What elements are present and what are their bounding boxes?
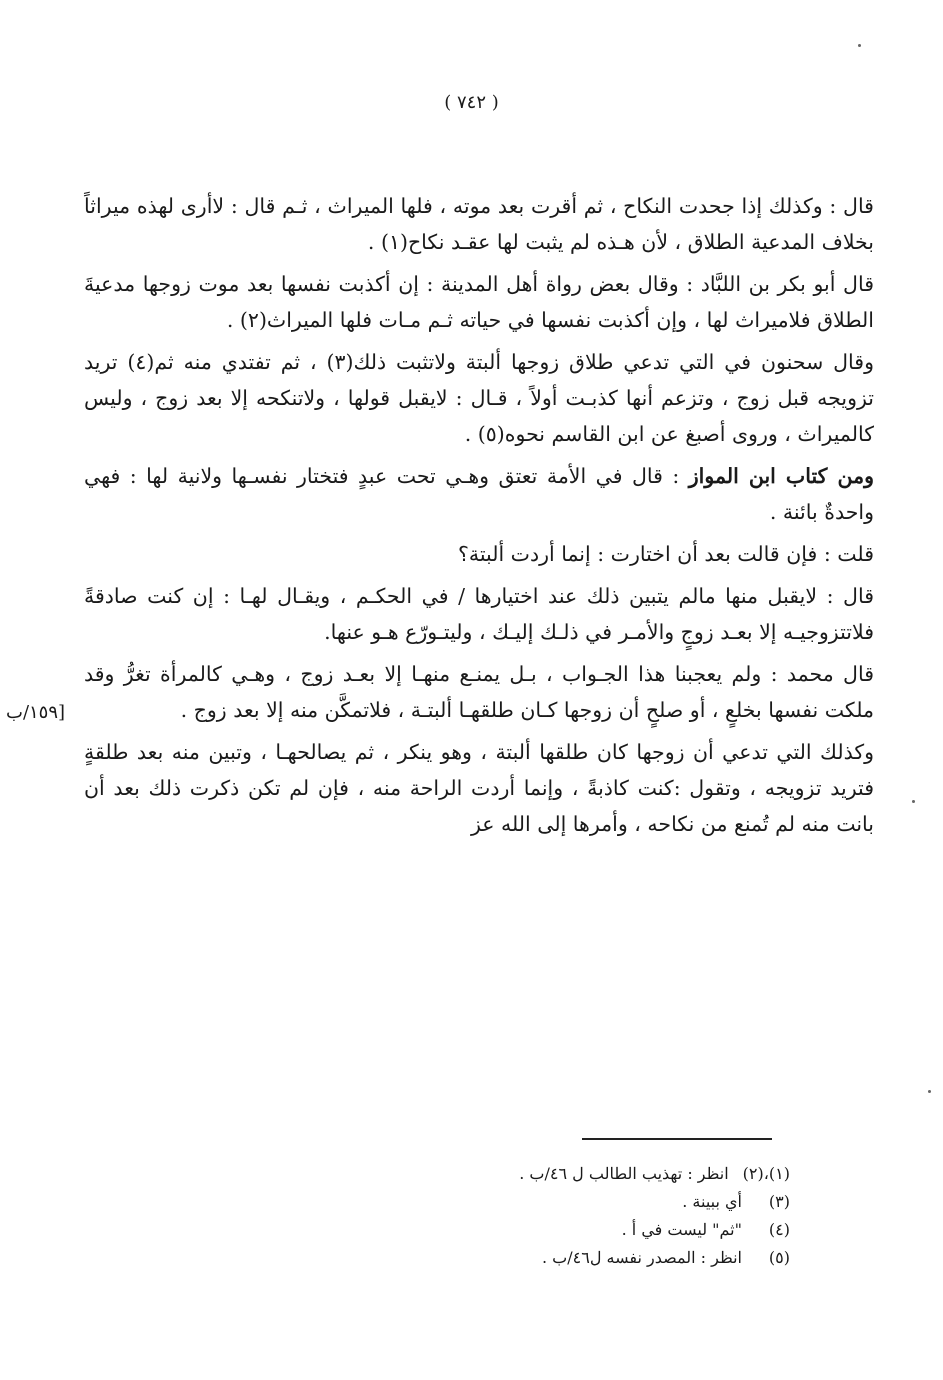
footnote-number: (١)،(٢) [742,1164,790,1183]
footnote-text: انظر : تهذيب الطالب ل ٤٦/ب . [519,1164,729,1183]
footnote [440,1216,790,1244]
footnote [440,1188,790,1216]
scan-speck [912,800,915,803]
paragraph [84,188,874,260]
paragraph-text: وكذلك التي تدعي أن زوجها كان طلقها ألبتة ، وهو ينكر ، ثم يصالحهـا ، وتبين منه بعد طلقةٍ فتريد تزويجه ، وتقول :كنت كاذبةً ، وإنما أردت الراحة منه ، فإن لم تكن ذكرت ذلك بعد أن بانت منه لم تُمنع من نكاحه ، وأمرها إلى الله عز [84,740,874,836]
footnote-number: (٥) [768,1248,790,1267]
folio-margin-note: [١٥٩/ب [6,702,66,723]
paragraph-text: قال : لايقبل منها مالم يتبين ذلك عند اختيارها / في الحكـم ، ويقـال لهـا : إن كنت صادقةً فلاتتزوجيـه إلا بعـد زوجٍ والأمـر في ذلـك إليـك ، وليتـورّع هـو عنها. [84,584,874,644]
page-number: ( ٧٤٢ ) [444,92,499,113]
paragraph-text: : قال في الأمة تعتق وهـي تحت عبدٍ فتختار نفسـها ولانية لها : فهي واحدةٌ بائنة . [84,464,874,524]
footnote-text: انظر : المصدر نفسه ل٤٦/ب . [542,1248,742,1267]
paragraph [84,458,874,530]
scan-speck [858,44,861,47]
paragraph [84,656,874,728]
paragraph [84,266,874,338]
footnote-number: (٤) [768,1220,790,1239]
paragraph-text: قال أبو بكر بن اللبَّاد : وقال بعض رواة أهل المدينة : إن أكذبت نفسها بعد موت زوجها مدعيةَ الطلاق فلاميراث لها ، وإن أكذبت نفسها في حياته ثـم مـات فلها الميراث(٢) . [84,272,874,332]
footnote [440,1244,790,1272]
paragraph [84,536,874,572]
paragraph [84,578,874,650]
paragraph [84,344,874,452]
footnote-text: أي ببينة . [682,1192,742,1211]
paragraph [84,734,874,842]
paragraph-text: قال محمد : ولم يعجبنا هذا الجـواب ، بـل يمنـع منهـا إلا بعـد زوج ، وهـي كالمرأة تغرُّ وقد ملكت نفسها بخلعٍ ، أو صلحٍ أن زوجها كـان طلقهـا ألبتـة ، فلاتمكَّن منه إلا بعد زوج . [84,662,874,722]
footnote [440,1160,790,1188]
main-text [84,188,874,848]
footnotes [440,1160,790,1272]
footnote-number: (٣) [768,1192,790,1211]
paragraph-text: قلت : فإن قالت بعد أن اختارت : إنما أردت ألبتة؟ [457,542,874,566]
paragraph-text: وقال سحنون في التي تدعي طلاق زوجها ألبتة ولاتثبت ذلك(٣) ، ثم تفتدي منه ثم(٤) تريد تزويجه قبل زوج ، وتزعم أنها كذبـت أولاً ، قـال : لايقبل قولها ، ولاتنكحه إلا بعد زوج ، وليس كالميراث ، وروى أصبغ عن ابن القاسم نحوه(٥) . [84,350,874,446]
footnote-text: "ثم" ليست في أ . [621,1220,742,1239]
footnote-divider [582,1138,772,1140]
paragraph-text: قال : وكذلك إذا جحدت النكاح ، ثم أقرت بعد موته ، فلها الميراث ، ثـم قال : لاأرى لهذه ميراثاً بخلاف المدعية الطلاق ، لأن هـذه لم يثبت لها عقـد نكاح(١) . [84,194,874,254]
scan-speck [928,1090,931,1093]
paragraph-lead: ومن كتاب ابن المواز [688,464,874,488]
